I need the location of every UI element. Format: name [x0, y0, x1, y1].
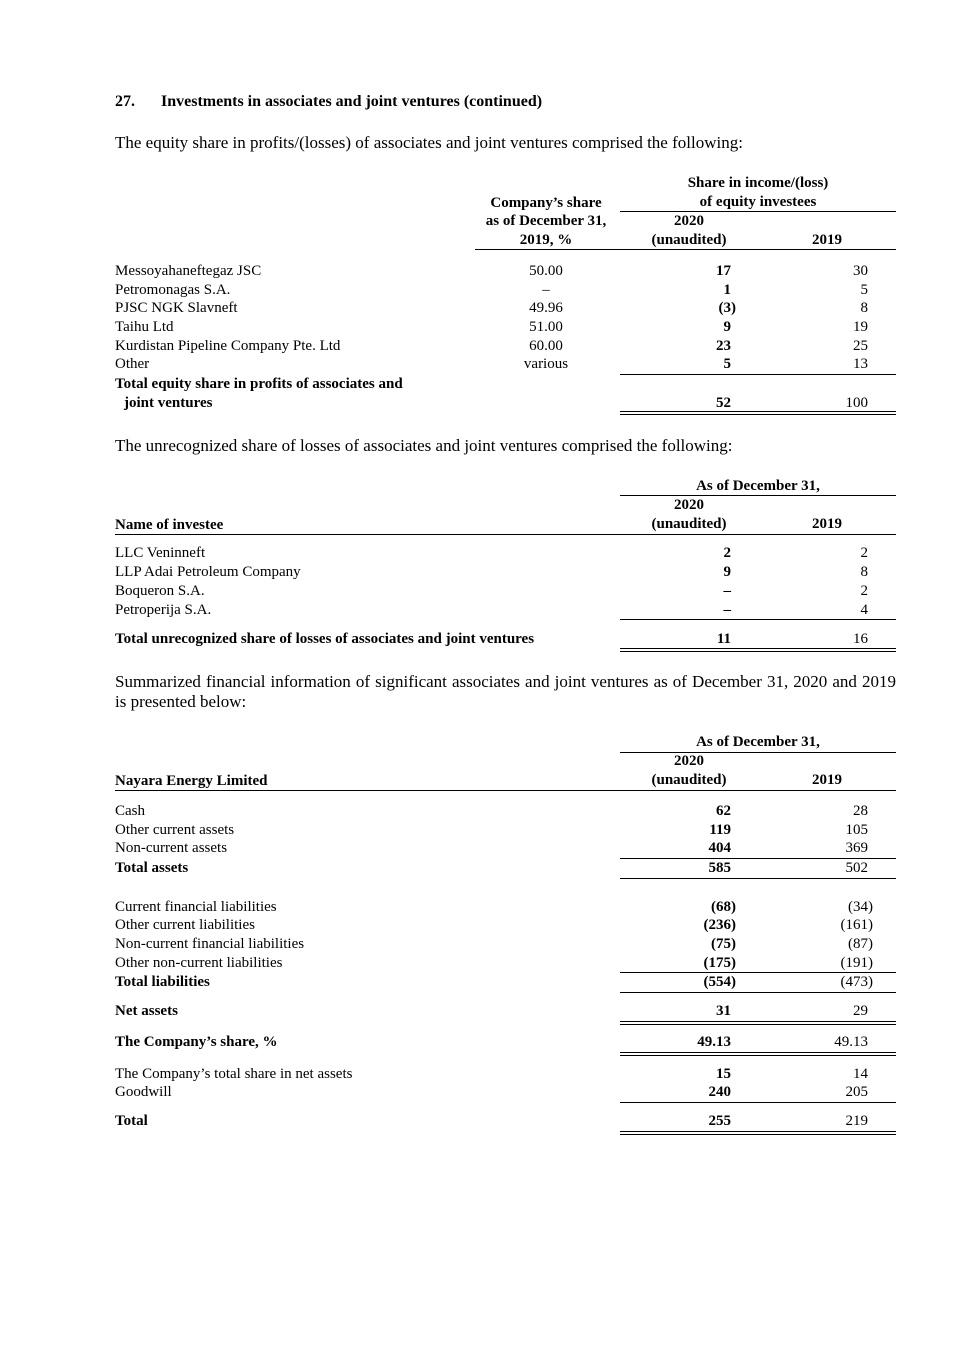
table-row: [115, 354, 896, 374]
value-2019: 19: [853, 319, 868, 335]
table-row: [115, 953, 896, 973]
row-name: Messoyahaneftegaz JSC: [115, 263, 262, 279]
value-2019: 502: [845, 860, 868, 876]
table-row: [115, 915, 896, 935]
net-assets-row: [115, 1001, 896, 1021]
group-header: As of December 31,: [696, 734, 820, 750]
intro-paragraph-2: The unrecognized share of losses of associates and joint ventures comprised the following:: [115, 436, 733, 455]
total-liabilities-row: [115, 972, 896, 992]
value-2020: (175): [703, 955, 736, 971]
col3-header: 2019: [812, 232, 842, 248]
name-header: Nayara Energy Limited: [115, 773, 268, 789]
row-name: Goodwill: [115, 1084, 172, 1100]
value-2019: 13: [853, 356, 868, 372]
row-name: PJSC NGK Slavneft: [115, 300, 238, 316]
row-name: Kurdistan Pipeline Company Pte. Ltd: [115, 338, 341, 354]
table-row: [115, 298, 896, 318]
rule: [620, 992, 896, 993]
row-name: The Company’s total share in net assets: [115, 1066, 353, 1082]
share-value: 51.00: [529, 319, 563, 335]
section-title: Investments in associates and joint ventures (continued): [161, 93, 543, 110]
name-header: Name of investee: [115, 517, 224, 533]
rule: [475, 249, 896, 250]
row-name: Non-current financial liabilities: [115, 936, 305, 952]
value-2020: –: [723, 602, 731, 618]
value-2019: 369: [845, 840, 868, 856]
total-row: [115, 1111, 896, 1131]
value-2020: 240: [708, 1084, 731, 1100]
share-value: 60.00: [529, 338, 563, 354]
row-name: LLP Adai Petroleum Company: [115, 564, 301, 580]
row-name: Current financial liabilities: [115, 899, 277, 915]
row-name: The Company’s share, %: [115, 1034, 278, 1050]
table-row: [115, 543, 896, 563]
value-2019: 29: [853, 1003, 868, 1019]
value-2019: 100: [845, 395, 868, 411]
group-header-line1: Share in income/(loss): [687, 175, 829, 191]
row-name: Petromonagas S.A.: [115, 282, 231, 298]
table-row: [115, 581, 896, 601]
double-rule: [620, 1131, 896, 1135]
value-2020: 49.13: [697, 1034, 731, 1050]
value-2019: 105: [845, 822, 868, 838]
table-row: [115, 280, 896, 300]
value-2019: 219: [845, 1113, 868, 1129]
total-assets-row: [115, 858, 896, 878]
intro-paragraph-3: Summarized financial information of significant associates and joint ventures as of December 31, 2020 and 2019 is presented below:: [115, 672, 896, 711]
col1-header-line1: Company’s share: [490, 195, 602, 211]
value-2019: 30: [853, 263, 868, 279]
value-2019: (34): [848, 899, 873, 915]
value-2020: (236): [703, 917, 736, 933]
value-2020: 5: [723, 356, 731, 372]
value-2020: 15: [716, 1066, 731, 1082]
value-2020: 404: [708, 840, 731, 856]
section-number: 27.: [115, 93, 135, 110]
col1-header-line2: as of December 31,: [485, 213, 607, 229]
table-row: [115, 1082, 896, 1102]
table-row: [115, 934, 896, 954]
value-2020: (68): [711, 899, 736, 915]
value-2019: 4: [860, 602, 868, 618]
value-2019: 5: [860, 282, 868, 298]
row-name: Other current assets: [115, 822, 235, 838]
value-2019: 8: [860, 564, 868, 580]
value-2020: (3): [718, 300, 736, 316]
table-row: [115, 261, 896, 281]
table-row: [115, 562, 896, 582]
row-name: Total unrecognized share of losses of associates and joint ventures: [115, 631, 535, 647]
rule: [620, 619, 896, 620]
col2-header-line1: 2020: [674, 753, 704, 769]
group-header-line2: of equity investees: [699, 194, 817, 210]
row-name: LLC Veninneft: [115, 545, 206, 561]
row-name: joint ventures: [124, 395, 213, 411]
value-2019: 8: [860, 300, 868, 316]
rule: [115, 790, 896, 791]
table-row: [115, 336, 896, 356]
value-2020: 11: [716, 631, 731, 647]
value-2020: 9: [723, 319, 731, 335]
row-name: Non-current assets: [115, 840, 228, 856]
double-rule: [620, 648, 896, 652]
col1-header-line3: 2019, %: [519, 232, 573, 248]
value-2020: 585: [708, 860, 731, 876]
row-name: Total: [115, 1113, 148, 1129]
share-value: various: [523, 356, 569, 372]
table-row: [115, 1064, 896, 1084]
group-header: As of December 31,: [696, 478, 820, 494]
value-2019: 16: [853, 631, 868, 647]
company-share-row: [115, 1032, 896, 1052]
value-2019: 2: [860, 545, 868, 561]
value-2020: –: [723, 583, 731, 599]
value-2019: 14: [853, 1066, 868, 1082]
value-2019: (473): [840, 974, 873, 990]
value-2020: 1: [723, 282, 731, 298]
rule: [620, 878, 896, 879]
value-2020: 9: [723, 564, 731, 580]
table-row: [115, 317, 896, 337]
row-name: Net assets: [115, 1003, 178, 1019]
total-row-label: [115, 374, 896, 394]
row-name: Total equity share in profits of associates and: [115, 376, 403, 392]
col3-header: 2019: [812, 516, 842, 532]
share-value: 50.00: [529, 263, 563, 279]
value-2020: (75): [711, 936, 736, 952]
value-2020: 23: [716, 338, 731, 354]
row-name: Boqueron S.A.: [115, 583, 205, 599]
table-row: [115, 838, 896, 858]
value-2020: 17: [716, 263, 731, 279]
share-value: –: [542, 282, 550, 298]
value-2019: (161): [840, 917, 873, 933]
value-2020: (554): [703, 974, 736, 990]
value-2019: 2: [860, 583, 868, 599]
value-2019: 25: [853, 338, 868, 354]
row-name: Other non-current liabilities: [115, 955, 283, 971]
value-2019: (191): [840, 955, 873, 971]
col2-header-line2: (unaudited): [651, 516, 727, 532]
col2-header-line2: (unaudited): [651, 772, 727, 788]
row-name: Cash: [115, 803, 145, 819]
value-2019: 205: [845, 1084, 868, 1100]
share-value: 49.96: [529, 300, 563, 316]
total-row: [115, 629, 896, 649]
double-rule: [620, 1052, 896, 1056]
table-row: [115, 801, 896, 821]
row-name: Other current liabilities: [115, 917, 255, 933]
rule: [115, 534, 896, 535]
col2-header-line1: 2020: [674, 213, 704, 229]
rule: [620, 1102, 896, 1103]
total-row: [115, 393, 896, 413]
row-name: Petroperija S.A.: [115, 602, 212, 618]
row-name: Total assets: [115, 860, 189, 876]
col3-header: 2019: [812, 772, 842, 788]
table-row: [115, 897, 896, 917]
col2-header-line1: 2020: [674, 497, 704, 513]
table-row: [115, 820, 896, 840]
value-2020: 2: [723, 545, 731, 561]
col2-header-line2: (unaudited): [651, 232, 727, 248]
table-row: [115, 600, 896, 620]
value-2020: 255: [708, 1113, 731, 1129]
value-2019: 49.13: [834, 1034, 868, 1050]
row-name: Total liabilities: [115, 974, 210, 990]
double-rule: [620, 411, 896, 415]
double-rule: [620, 1021, 896, 1025]
row-name: Taihu Ltd: [115, 319, 174, 335]
value-2020: 31: [716, 1003, 731, 1019]
value-2020: 52: [716, 395, 731, 411]
row-name: Other: [115, 356, 150, 372]
value-2019: (87): [848, 936, 873, 952]
intro-paragraph-1: The equity share in profits/(losses) of associates and joint ventures comprised the following:: [115, 133, 743, 152]
value-2020: 62: [716, 803, 731, 819]
value-2019: 28: [853, 803, 868, 819]
value-2020: 119: [709, 822, 731, 838]
